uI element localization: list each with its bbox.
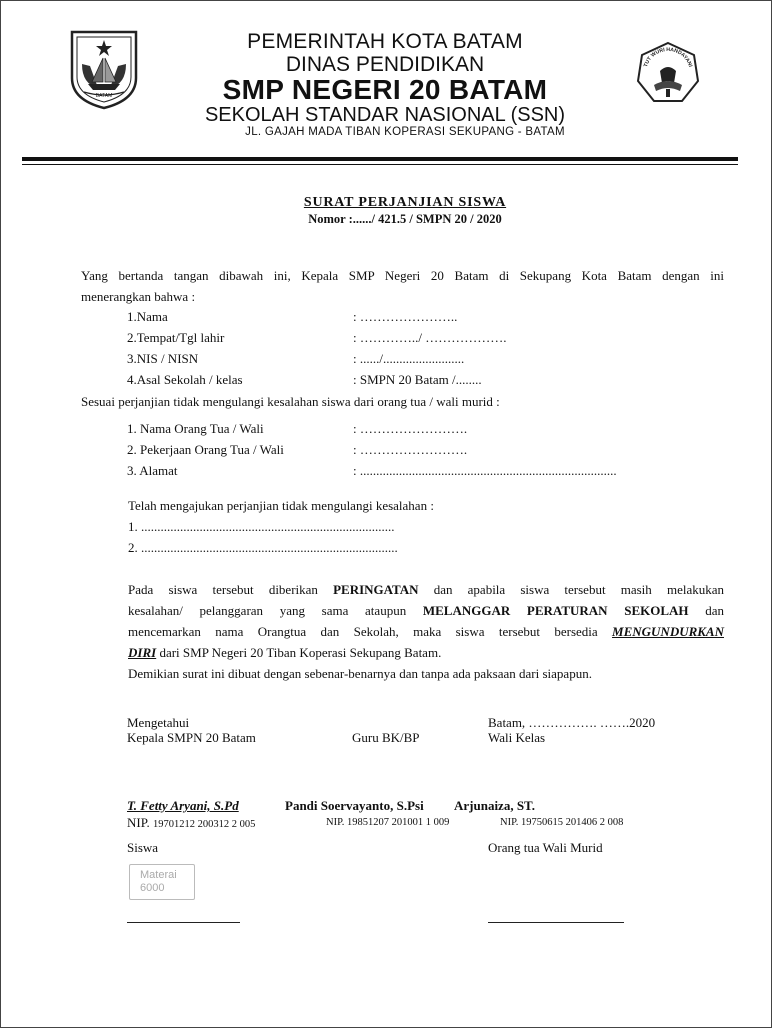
nip-label: NIP. — [127, 815, 150, 830]
parent-intro: Sesuai perjanjian tidak mengulangi kesalahan siswa dari orang tua / wali murid : — [81, 394, 500, 409]
student-field-value: : ………………….. — [353, 309, 458, 324]
siswa-label: Siswa — [127, 840, 159, 855]
letterhead-school-name: SMP NEGERI 20 BATAM — [222, 74, 548, 105]
kepala-title: Kepala SMPN 20 Batam — [127, 730, 256, 745]
resign-keyword-cont: DIRI — [128, 645, 157, 660]
parent-field-value: : ……………………. — [353, 421, 468, 436]
student-field-value: : SMPN 20 Batam /........ — [353, 372, 482, 387]
student-field-value: : ....../......................... — [353, 351, 465, 366]
kepala-nip: NIP. 19701212 200312 2 005 — [127, 815, 256, 830]
student-field-label: 3.NIS / NISN — [127, 351, 199, 366]
letterhead-address: JL. GAJAH MADA TIBAN KOPERASI SEKUPANG - BATAM — [245, 126, 565, 138]
guru-bk-name: Pandi Soervayanto, S.Psi — [285, 798, 424, 813]
left-logo-text: BATAM — [95, 93, 113, 99]
letterhead-government: PEMERINTAH KOTA BATAM — [247, 30, 523, 53]
parent-field-label: 1. Nama Orang Tua / Wali — [127, 421, 264, 436]
warning-para-line2: kesalahan/ pelanggaran yang sama ataupun MELANGGAR PERATURAN SEKOLAH dan — [128, 603, 724, 618]
resign-keyword: MENGUNDURKAN — [612, 624, 724, 639]
offense-item: 2. ............................................................................... — [128, 540, 398, 555]
wali-kelas-name: Arjunaiza, ST. — [454, 798, 536, 813]
parent-field-label: 3. Alamat — [127, 463, 178, 478]
wali-kelas-nip: NIP. 19750615 201406 2 008 — [500, 817, 624, 828]
student-field-label: 2.Tempat/Tgl lahir — [127, 330, 225, 345]
orangtua-signature-line — [488, 922, 624, 923]
closing-statement: Demikian surat ini dibuat dengan sebenar-benarnya dan tanpa ada paksaan dari siapapun. — [128, 666, 592, 681]
letterhead-divider-thick — [22, 157, 738, 161]
batam-crest-logo — [68, 28, 140, 110]
guru-bk-title: Guru BK/BP — [352, 730, 420, 745]
violation-keyword: MELANGGAR PERATURAN SEKOLAH — [422, 603, 689, 618]
mengetahui-label: Mengetahui — [127, 715, 190, 730]
warning-para-line4: DIRI dari SMP Negeri 20 Tiban Koperasi Sekupang Batam. — [128, 645, 442, 660]
orangtua-label: Orang tua Wali Murid — [488, 840, 603, 855]
parent-field-value: : ……………………. — [353, 442, 468, 457]
student-field-label: 4.Asal Sekolah / kelas — [127, 372, 243, 387]
guru-bk-nip: NIP. 19851207 201001 1 009 — [326, 817, 450, 828]
student-field-value: : …………../ ………………. — [353, 330, 507, 345]
parent-field-value: : ............................................................................... — [353, 463, 617, 478]
letterhead-divider-thin — [22, 164, 738, 165]
offense-item: 1. .............................................................................. — [128, 519, 395, 534]
parent-field-label: 2. Pekerjaan Orang Tua / Wali — [127, 442, 284, 457]
materai-stamp: Materai 6000 — [129, 864, 195, 900]
intro-text-line1: Yang bertanda tangan dibawah ini, Kepala SMP Negeri 20 Batam di Sekupang Kota Batam dengan ini — [81, 268, 724, 283]
tut-wuri-handayani-logo — [636, 41, 700, 105]
letterhead-school-status: SEKOLAH STANDAR NASIONAL (SSN) — [204, 104, 566, 126]
wali-kelas-title: Wali Kelas — [488, 730, 546, 745]
place-date: Batam, ……………. …….2020 — [488, 715, 656, 730]
right-logo-text: TUT WURI HANDAYANI — [642, 46, 694, 68]
intro-text-line2: menerangkan bahwa : — [81, 289, 196, 304]
document-number: Nomor :....../ 421.5 / SMPN 20 / 2020 — [308, 212, 502, 226]
letterhead-department: DINAS PENDIDIKAN — [285, 53, 485, 76]
siswa-signature-line — [127, 922, 240, 923]
offense-intro: Telah mengajukan perjanjian tidak mengulangi kesalahan : — [128, 498, 434, 513]
kepala-name: T. Fetty Aryani, S.Pd — [127, 798, 239, 813]
warning-para-line3: mencemarkan nama Orangtua dan Sekolah, maka siswa tersebut bersedia MENGUNDURKAN — [128, 624, 724, 639]
warning-para-line1: Pada siswa tersebut diberikan PERINGATAN dan apabila siswa tersebut masih melakukan — [128, 582, 724, 597]
student-field-label: 1.Nama — [127, 309, 168, 324]
warning-keyword: PERINGATAN — [333, 582, 419, 597]
document-title: SURAT PERJANJIAN SISWA — [303, 195, 507, 210]
